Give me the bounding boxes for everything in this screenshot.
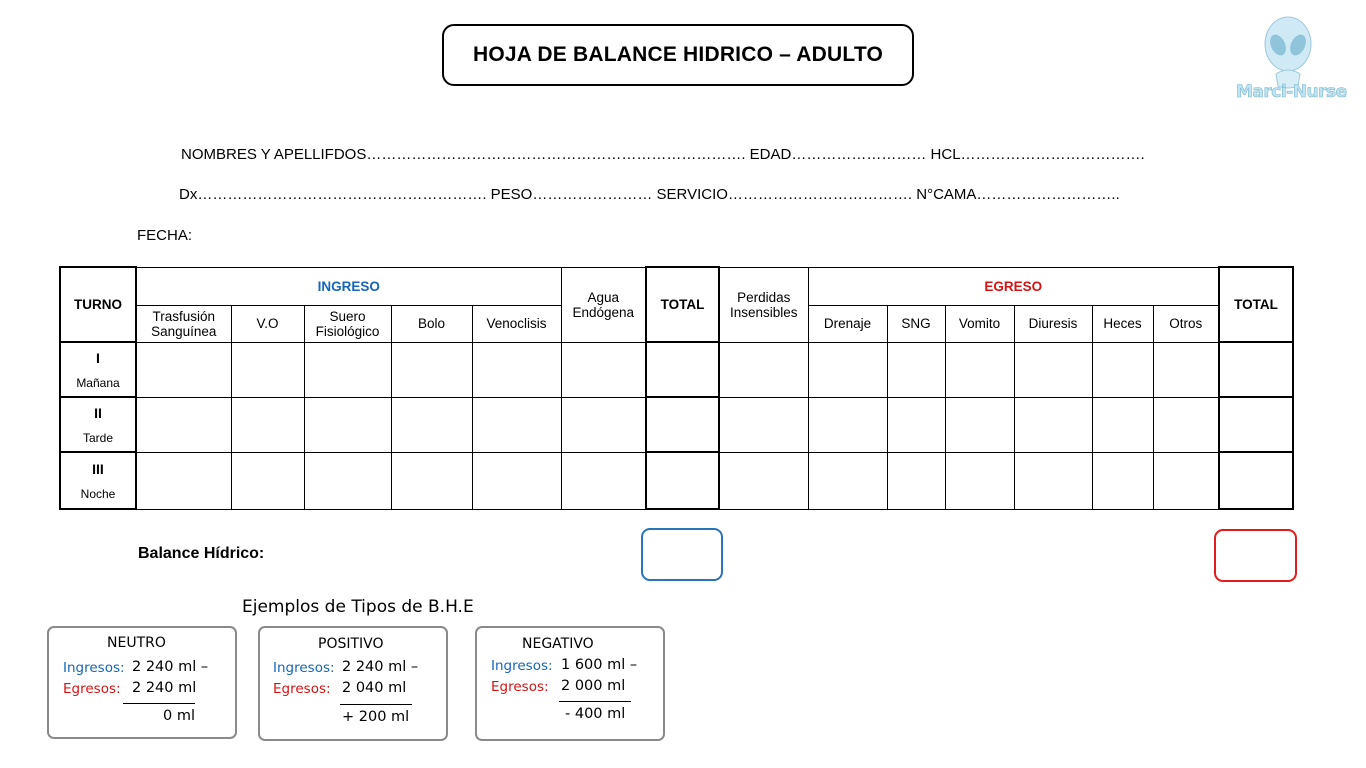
total-egreso-header: TOTAL [1219, 267, 1293, 342]
turno-number: III [92, 460, 104, 477]
total-cell[interactable] [1219, 342, 1293, 397]
egresos-label: Egresos: [273, 681, 331, 697]
total-cell[interactable] [1219, 452, 1293, 509]
egreso-header: EGRESO [808, 267, 1219, 305]
egreso-total-box[interactable] [1214, 529, 1297, 582]
col-diuresis: Diuresis [1014, 305, 1092, 342]
total-cell[interactable] [646, 397, 719, 452]
col-venoclisis: Venoclisis [472, 305, 561, 342]
example-negativo [475, 626, 665, 741]
entry-cell[interactable] [887, 342, 945, 397]
entry-cell[interactable] [1153, 342, 1219, 397]
table-row [60, 452, 1293, 509]
total-cell[interactable] [646, 342, 719, 397]
entry-cell[interactable] [719, 342, 808, 397]
entry-cell[interactable] [391, 452, 472, 509]
entry-cell[interactable] [1092, 342, 1153, 397]
entry-cell[interactable] [472, 397, 561, 452]
ingresos-label: Ingresos: [491, 658, 553, 674]
turno-number: II [94, 404, 102, 421]
entry-cell[interactable] [304, 452, 391, 509]
entry-cell[interactable] [561, 452, 646, 509]
entry-cell[interactable] [887, 397, 945, 452]
turno-cell [60, 342, 136, 397]
col-vomito: Vomito [945, 305, 1014, 342]
col-drenaje: Drenaje [808, 305, 887, 342]
entry-cell[interactable] [561, 342, 646, 397]
col-otros: Otros [1153, 305, 1219, 342]
entry-cell[interactable] [391, 397, 472, 452]
perdidas-insensibles-header: Perdidas Insensibles [719, 267, 808, 342]
entry-cell[interactable] [945, 397, 1014, 452]
egresos-value: 2 240 ml [132, 680, 197, 696]
entry-cell[interactable] [719, 397, 808, 452]
divider [559, 701, 631, 702]
entry-cell[interactable] [1014, 452, 1092, 509]
entry-cell[interactable] [472, 342, 561, 397]
examples-title: Ejemplos de Tipos de B.H.E [242, 597, 474, 617]
ingreso-header: INGRESO [136, 267, 561, 305]
ingresos-label: Ingresos: [273, 660, 335, 676]
entry-cell[interactable] [945, 452, 1014, 509]
entry-cell[interactable] [472, 452, 561, 509]
col-bolo: Bolo [391, 305, 472, 342]
example-title: NEUTRO [107, 635, 166, 651]
col-suero: Suero Fisiológico [304, 305, 391, 342]
entry-cell[interactable] [808, 452, 887, 509]
page-title: HOJA DE BALANCE HIDRICO – ADULTO [472, 43, 884, 66]
divider [123, 703, 195, 704]
entry-cell[interactable] [1014, 342, 1092, 397]
turno-name: Mañana [76, 375, 120, 390]
table-row [60, 342, 1293, 397]
col-trasfusion: Trasfusión Sanguínea [136, 305, 231, 342]
example-title: NEGATIVO [522, 636, 594, 652]
example-positivo [258, 626, 448, 741]
entry-cell[interactable] [887, 452, 945, 509]
total-ingreso-header: TOTAL [646, 267, 719, 342]
egresos-value: 2 040 ml [342, 680, 407, 696]
turno-number: I [96, 349, 100, 366]
logo-text: Marci-Nurse [1236, 82, 1347, 102]
turno-header: TURNO [60, 267, 136, 342]
entry-cell[interactable] [1153, 397, 1219, 452]
entry-cell[interactable] [391, 342, 472, 397]
result-value: + 200 ml [342, 709, 410, 725]
entry-cell[interactable] [1092, 452, 1153, 509]
patient-line-diagnosis: Dx…………………………………………………. PESO…………………… SERVICIO………………………………. N°CAMA……………………….. [179, 186, 1120, 203]
turno-cell [60, 452, 136, 509]
entry-cell[interactable] [808, 397, 887, 452]
ingresos-label: Ingresos: [63, 660, 125, 676]
entry-cell[interactable] [1153, 452, 1219, 509]
entry-cell[interactable] [304, 342, 391, 397]
example-title: POSITIVO [318, 636, 384, 652]
entry-cell[interactable] [304, 397, 391, 452]
entry-cell[interactable] [808, 342, 887, 397]
col-heces: Heces [1092, 305, 1153, 342]
fluid-balance-table [59, 266, 1294, 510]
entry-cell[interactable] [1014, 397, 1092, 452]
total-cell[interactable] [646, 452, 719, 509]
entry-cell[interactable] [136, 397, 231, 452]
agua-endogena-header: Agua Endógena [561, 267, 646, 342]
ingresos-value: 1 600 ml – [561, 657, 638, 673]
egresos-label: Egresos: [63, 681, 121, 697]
ingreso-total-box[interactable] [641, 528, 723, 581]
turno-name: Tarde [82, 430, 114, 445]
entry-cell[interactable] [231, 397, 304, 452]
entry-cell[interactable] [136, 342, 231, 397]
entry-cell[interactable] [136, 452, 231, 509]
result-value: - 400 ml [565, 706, 626, 722]
date-label: FECHA: [137, 227, 193, 244]
egresos-value: 2 000 ml [561, 678, 626, 694]
ingresos-value: 2 240 ml – [342, 659, 419, 675]
entry-cell[interactable] [719, 452, 808, 509]
table-row [60, 397, 1293, 452]
entry-cell[interactable] [1092, 397, 1153, 452]
egresos-label: Egresos: [491, 679, 549, 695]
entry-cell[interactable] [561, 397, 646, 452]
col-sng: SNG [887, 305, 945, 342]
ingresos-value: 2 240 ml – [132, 659, 209, 675]
entry-cell[interactable] [231, 452, 304, 509]
patient-line-names: NOMBRES Y APELLIFDOS…………………………………………………………………. EDAD……………………… HCL………………………………. [181, 146, 1145, 163]
turno-name: Noche [80, 486, 116, 501]
turno-cell [60, 397, 136, 452]
entry-cell[interactable] [231, 342, 304, 397]
entry-cell[interactable] [945, 342, 1014, 397]
balance-label: Balance Hídrico: [138, 545, 265, 562]
col-vo: V.O [231, 305, 304, 342]
example-neutro [47, 626, 237, 739]
total-cell[interactable] [1219, 397, 1293, 452]
result-value: 0 ml [163, 708, 195, 724]
title-box [442, 24, 914, 86]
divider [340, 704, 412, 705]
